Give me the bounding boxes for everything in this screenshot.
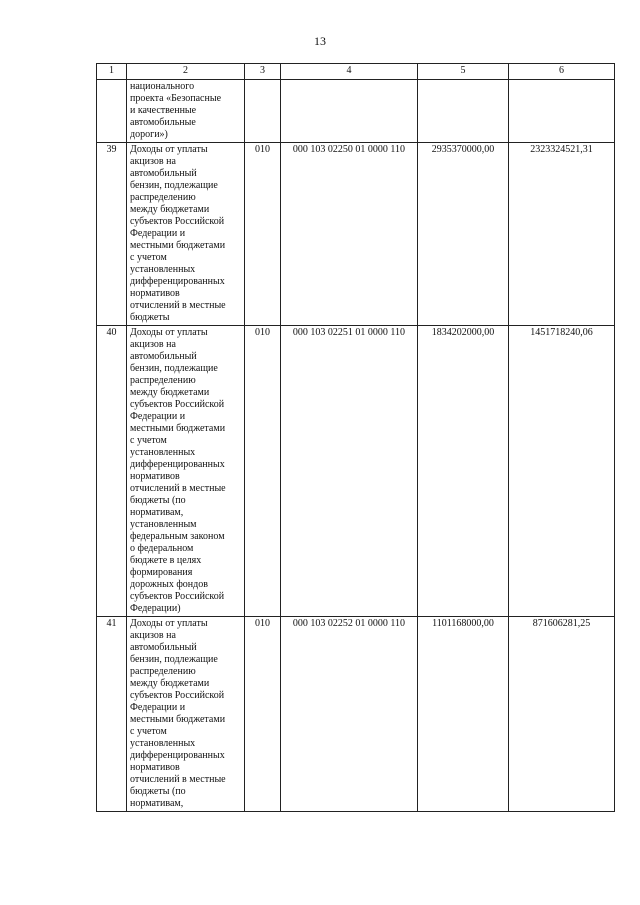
row-number <box>97 80 127 143</box>
header-row <box>97 64 615 80</box>
row-plan-amount: 1101168000,00 <box>418 617 509 812</box>
row-classification-code: 000 103 02250 01 0000 110 <box>281 143 418 326</box>
row-admin-code: 010 <box>245 143 281 326</box>
row-plan-amount: 1834202000,00 <box>418 326 509 617</box>
row-number: 39 <box>97 143 127 326</box>
column-header-5: 5 <box>418 64 509 80</box>
page-number: 13 <box>314 34 326 48</box>
column-header-3: 3 <box>245 64 281 80</box>
row-plan-amount <box>418 80 509 143</box>
table-row <box>97 143 615 326</box>
table-row <box>97 80 615 143</box>
row-plan-amount: 2935370000,00 <box>418 143 509 326</box>
row-admin-code: 010 <box>245 326 281 617</box>
row-admin-code <box>245 80 281 143</box>
table-row <box>97 326 615 617</box>
table-row <box>97 617 615 812</box>
row-admin-code: 010 <box>245 617 281 812</box>
row-description: Доходы от уплаты акцизов на автомобильный бензин, подлежащие распределению между бюджетами субъектов Российской Федерации и местными бюджетами с учетом установленных дифференцированных нормативов отчислений в местные бюджеты <box>127 143 245 326</box>
column-header-1: 1 <box>97 64 127 80</box>
row-actual-amount: 1451718240,06 <box>509 326 615 617</box>
column-header-4: 4 <box>281 64 418 80</box>
column-header-6: 6 <box>509 64 615 80</box>
row-classification-code: 000 103 02251 01 0000 110 <box>281 326 418 617</box>
row-actual-amount <box>509 80 615 143</box>
row-description: национального проекта «Безопасные и качественные автомобильные дороги») <box>127 80 245 143</box>
budget-table <box>96 63 615 812</box>
column-header-2: 2 <box>127 64 245 80</box>
row-classification-code: 000 103 02252 01 0000 110 <box>281 617 418 812</box>
row-classification-code <box>281 80 418 143</box>
row-actual-amount: 2323324521,31 <box>509 143 615 326</box>
row-number: 40 <box>97 326 127 617</box>
row-number: 41 <box>97 617 127 812</box>
row-actual-amount: 871606281,25 <box>509 617 615 812</box>
row-description: Доходы от уплаты акцизов на автомобильный бензин, подлежащие распределению между бюджетами субъектов Российской Федерации и местными бюджетами с учетом установленных дифференцированных нормативов отчислений в местные бюджеты (по нормативам, <box>127 617 245 812</box>
row-description: Доходы от уплаты акцизов на автомобильный бензин, подлежащие распределению между бюджетами субъектов Российской Федерации и местными бюджетами с учетом установленных дифференцированных нормативов отчислений в местные бюджеты (по нормативам, установленным федеральным законом о федеральном бюджете в целях формирования дорожных фондов субъектов Российской Федерации) <box>127 326 245 617</box>
